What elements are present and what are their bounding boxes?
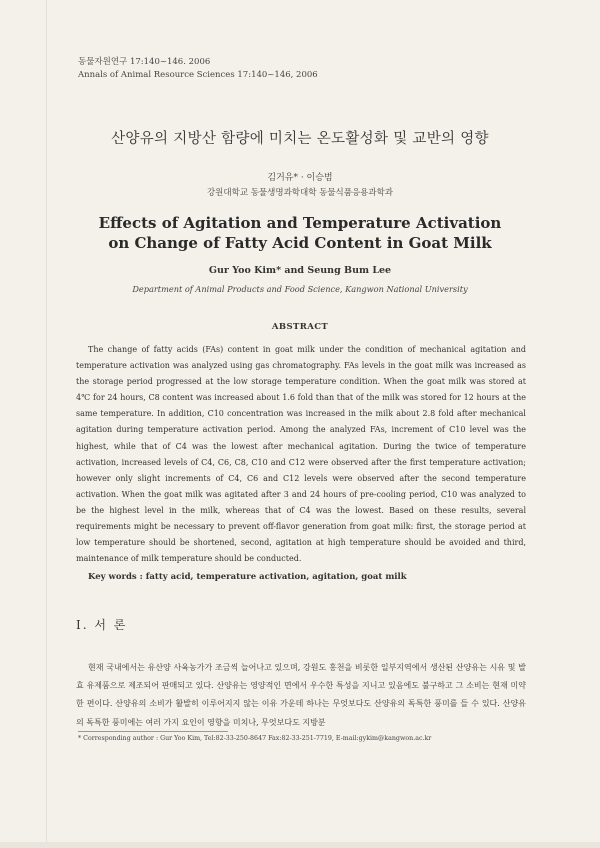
citation-korean: 동물자원연구 17:140~146. 2006 [78,57,211,67]
abstract-text: The change of fatty acids (FAs) content in goat milk under the condition of mechanical agitation and temperature activation was analyzed using gas chromatography. FAs levels in the goat milk was increased as the storage period progressed at the low storage temperature condition. When the goat milk was stored at 4℃ for 24 hours, C8 content was increased about 1.6 fold than that of the milk was stored for 12 hours at the same temperature. In addition, C10 concentration was increased in the milk about 2.8 fold after mechanical agitation during temperature activation period. Among the analyzed FAs, increment of C10 level was the highest, while that of C4 was the lowest after mechanical agitation. During the twice of temperature activation, increased levels of C4, C6, C8, C10 and C12 were observed after the first temperature activation; however only slight increments of C4, C6 and C12 levels were observed after the second temperature activation. When the goat milk was agitated after 3 and 24 hours of pre-cooling period, C10 was analyzed to be the highest level in the milk, whereas that of C4 was the lowest. Based on these results, several requirements might be necessary to prevent off-flavor generation from goat milk: first, the storage period at low temperature should be shortened, second, agitation at high temperature should be avoided and third, maintenance of milk temperature should be conducted. [76,345,526,564]
footnote-divider [78,731,228,732]
citation-english: Annals of Animal Resource Sciences 17:140~146, 2006 [78,70,318,80]
english-title [0,213,600,253]
section-heading: Ⅰ. 서 론 [76,618,128,632]
english-authors: Gur Yoo Kim* and Seung Bum Lee [208,265,392,276]
scan-bottom-edge [0,842,600,848]
english-title-line2: on Change of Fatty Acid Content in Goat Milk [108,234,492,252]
english-affiliation: Department of Animal Products and Food Science, Kangwon National University [132,284,468,294]
keywords: Key words : fatty acid, temperature activation, agitation, goat milk [88,572,407,582]
korean-title: 산양유의 지방산 함량에 미치는 온도활성화 및 교반의 영향 [111,131,489,147]
english-title-line1: Effects of Agitation and Temperature Activation [98,214,502,232]
introduction-text: 현재 국내에서는 유산양 사육농가가 조금씩 늘어나고 있으며, 강원도 홍천을 비롯한 일부지역에서 생산된 산양유는 시유 및 발효 유제품으로 제조되어 판매되고 있다. 산양유는 영양적인 면에서 우수한 특성을 지니고 있음에도 불구하고 그 소비는 현재 미약한 편이다. 산양유의 소비가 활발히 이루어지지 않는 이유 가운데 하나는 무엇보다도 산양유의 독특한 풍미를 들 수 있다. 산양유의 독특한 풍미에는 여러 가지 요인이 영향을 미치나, 무엇보다도 지방분 [76,663,526,727]
abstract-heading: ABSTRACT [271,322,329,332]
citation-header [78,56,318,82]
korean-affiliation: 강원대학교 동물생명과학대학 동물식품응용과학과 [206,188,394,198]
korean-authors: 김거유* · 이승범 [267,173,333,183]
footnote: * Corresponding author : Gur Yoo Kim, Tel:82-33-250-8647 Fax:82-33-251-7719, E-mail:gykim@kangwon.ac.kr [78,735,432,742]
